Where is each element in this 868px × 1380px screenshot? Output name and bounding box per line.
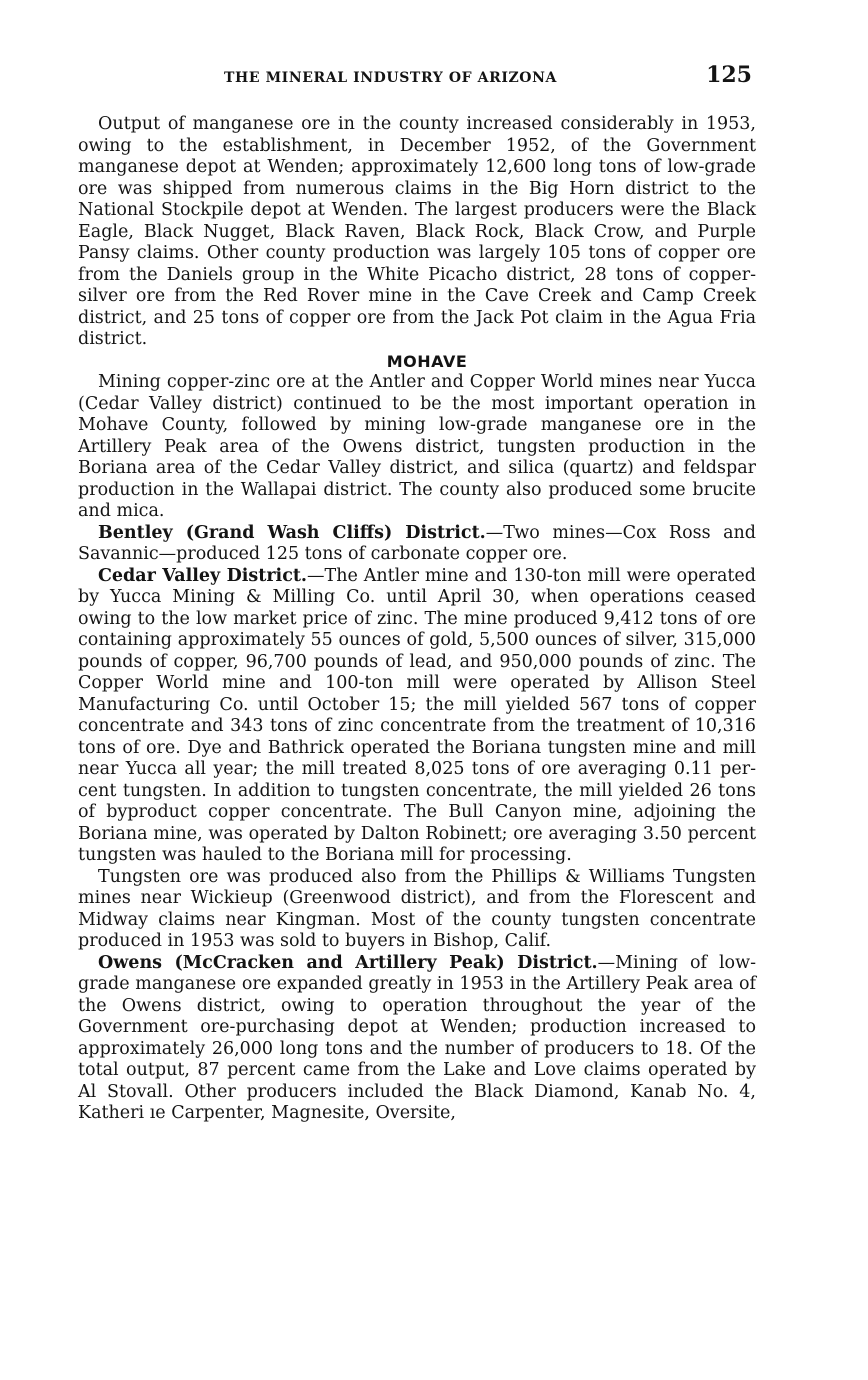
run-in-heading-owens: Owens (McCracken and Artillery Peak) District. [98, 952, 598, 973]
paragraph-bentley-district [78, 523, 756, 566]
body-text [78, 114, 756, 1125]
paragraph-yavapai-manganese: Output of manganese ore in the county increased considerably in 1953, owing to the establishment, in December 1952, of the Government manganese depot at Wenden; approximately 12,600 long tons of low-grade ore was shipped from numerous claims in the Big Horn district to the National Stockpile depot at Wenden. The largest producers were the Black Eagle, Black Nugget, Black Raven, Black Rock, Black Crow, and Purple Pansy claims. Other county production was largely 105 tons of copper ore from the Daniels group in the White Picacho district, 28 tons of copper-silver ore from the Red Rover mine in the Cave Creek and Camp Creek district, and 25 tons of copper ore from the Jack Pot claim in the Agua Fria district. [78, 114, 756, 349]
run-in-heading-cedar-valley: Cedar Valley District. [98, 565, 308, 586]
paragraph-owens-district [78, 953, 756, 1125]
paragraph-text-owens: —Mining of low-grade manganese ore expanded greatly in 1953 in the Artillery Peak area of the Owens district, owing to operation throughout the year of the Government ore-purchasing depot at Wenden; production increased to approximately 26,000 long tons and the number of producers to 18. Of the total output, 87 percent came from the Lake and Love claims operated by Al Stovall. Other producers included the Black Diamond, Kanab No. 4, Katheri ıe Carpenter, Magnesite, Oversite, [78, 952, 756, 1123]
paragraph-text-cedar-valley: —The Antler mine and 130-ton mill were operated by Yucca Mining & Milling Co. until April 30, when operations ceased owing to the low market price of zinc. The mine produced 9,412 tons of ore containing approximately 55 ounces of gold, 5,500 ounces of silver, 315,000 pounds of copper, 96,700 pounds of lead, and 950,000 pounds of zinc. The Copper World mine and 100-ton mill were operated by Allison Steel Manufacturing Co. until October 15; the mill yielded 567 tons of copper concentrate and 343 tons of zinc concentrate from the treatment of 10,316 tons of ore. Dye and Bathrick operated the Boriana tungsten mine and mill near Yucca all year; the mill treated 8,025 tons of ore averaging 0.11 percent tungsten. In addition to tungsten concentrate, the mill yielded 26 tons of byproduct copper concentrate. The Bull Canyon mine, adjoining the Boriana mine, was operated by Dalton Robinett; ore averaging 3.50 percent tungsten was hauled to the Boriana mill for processing. [78, 565, 756, 865]
paragraph-text-bentley: —Two mines—Cox Ross and Savannic—produced 125 tons of carbonate copper ore. [78, 522, 756, 564]
running-title: THE MINERAL INDUSTRY OF ARIZONA [224, 70, 557, 86]
paragraph-tungsten-ore: Tungsten ore was produced also from the Phillips & Williams Tungsten mines near Wickieup (Greenwood district), and from the Florescent and Midway claims near Kingman. Most of the county tungsten concentrate produced in 1953 was sold to buyers in Bishop, Calif. [78, 866, 756, 951]
page-number: 125 [706, 62, 752, 88]
section-heading-mohave: MOHAVE [386, 351, 468, 371]
paragraph-mohave-intro: Mining copper-zinc ore at the Antler and Copper World mines near Yucca (Cedar Valley district) continued to be the most important operation in Mohave County, followed by mining low-grade manganese ore in the Artillery Peak area of the Owens district, tungsten production in the Boriana area of the Cedar Valley district, and silica (quartz) and feldspar production in the Wallapai district. The county also produced some brucite and mica. [78, 372, 756, 521]
paragraph-cedar-valley-district [78, 566, 756, 867]
run-in-heading-bentley: Bentley (Grand Wash Cliffs) District. [98, 522, 486, 543]
running-header [78, 62, 752, 92]
